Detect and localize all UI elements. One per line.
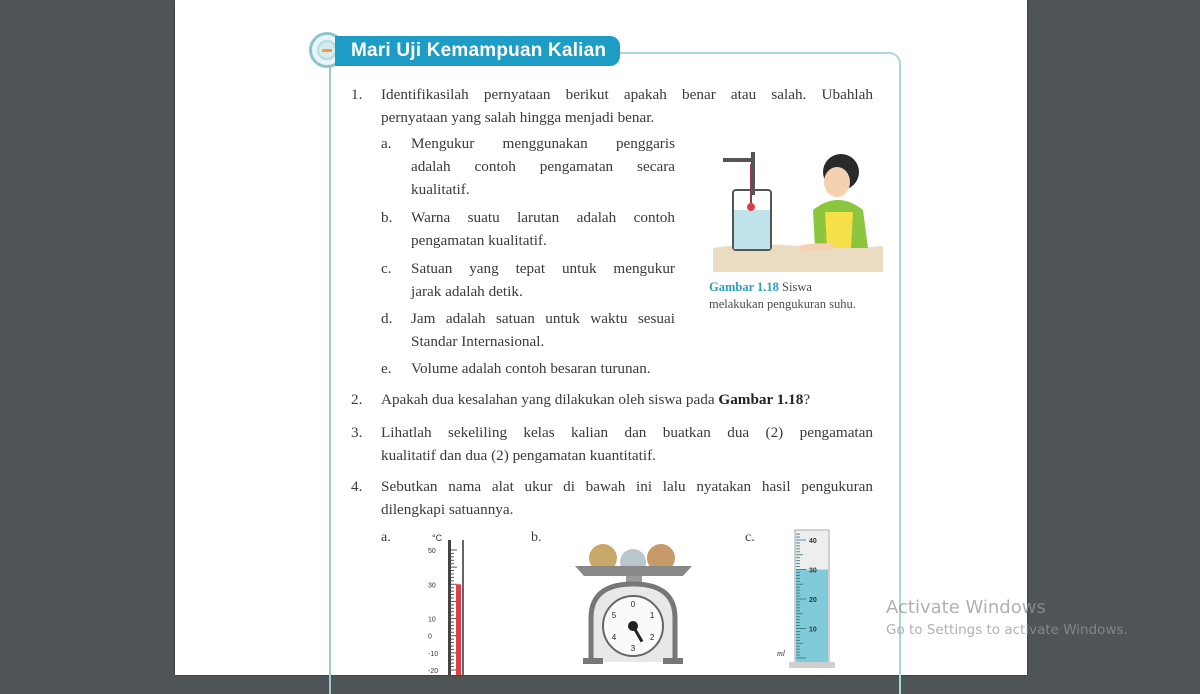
scale-foot-right — [663, 658, 683, 664]
cylinder-tick-label: 20 — [809, 597, 817, 604]
windows-activation-watermark — [886, 596, 1128, 640]
figure-label: Gambar 1.18 — [709, 280, 779, 294]
item-1c-label: c. — [381, 260, 392, 277]
thermometer-tick-label: 10 — [428, 616, 436, 624]
scale-tray — [575, 566, 692, 576]
thermometer-tick-label: -10 — [428, 650, 439, 658]
thermometer-tick-labels — [428, 548, 438, 675]
question-3-line2: kualitatif dan dua (2) pengamatan kuantitatif. — [381, 447, 656, 464]
question-1-number: 1. — [351, 86, 363, 103]
question-4-number: 4. — [351, 478, 363, 495]
thermometer-mercury — [456, 584, 461, 675]
figure-caption-rest: Siswa — [778, 280, 812, 294]
question-2-suffix: ? — [803, 391, 811, 408]
dial-number: 3 — [630, 644, 636, 653]
cylinder-tick-label: 10 — [809, 626, 817, 634]
option-c-label: c. — [745, 530, 755, 545]
thermometer-tick-label: 50 — [428, 548, 436, 555]
question-4-line1: Sebutkan nama alat ukur di bawah ini lalu nyatakan hasil pengukuran — [381, 478, 873, 495]
item-1a-line3: kualitatif. — [411, 181, 470, 198]
item-1b-line2: pengamatan kualitatif. — [411, 232, 547, 249]
scale-foot-left — [583, 658, 603, 664]
thermometer-unit-label: °C — [432, 533, 443, 543]
question-1-line1: Identifikasilah pernyataan berikut apakah benar atau salah. Ubahlah — [381, 86, 873, 103]
question-1-line2: pernyataan yang salah hingga menjadi benar. — [381, 109, 655, 126]
cylinder-tick-label: 40 — [809, 538, 817, 545]
thermometer-tube-edge — [462, 540, 464, 675]
item-1a-line2: adalah contoh pengamatan secara — [411, 158, 675, 175]
dial-number: 5 — [611, 611, 617, 620]
section-title-text: Mari Uji Kemampuan Kalian — [351, 40, 607, 61]
item-1e-line1: Volume adalah contoh besaran turunan. — [411, 360, 651, 377]
item-1c-line2: jarak adalah detik. — [411, 283, 523, 300]
figure-caption-line1 — [709, 279, 812, 296]
figure-caption-line2: melakukan pengukuran suhu. — [709, 297, 856, 311]
section-title — [335, 36, 620, 66]
graduated-cylinder-image — [775, 528, 845, 673]
question-2-body: Apakah dua kesalahan yang dilakukan oleh siswa pada — [381, 391, 719, 408]
document-page — [175, 0, 1027, 675]
question-2-text — [381, 388, 810, 411]
thermometer-scale-bar — [448, 540, 451, 675]
kitchen-scale-image — [571, 540, 696, 670]
item-1d-line2: Standar Internasional. — [411, 333, 545, 350]
dial-number: 1 — [649, 611, 655, 620]
dial-number: 2 — [649, 633, 655, 642]
student-shirt-panel — [825, 212, 853, 248]
dial-number: 0 — [630, 600, 636, 609]
student-face — [824, 167, 850, 197]
dial-number: 4 — [611, 633, 617, 642]
student-hands — [799, 243, 835, 251]
option-b-label: b. — [531, 530, 542, 545]
item-1c-line1: Satuan yang tepat untuk mengukur — [411, 260, 675, 277]
question-2-figure-ref: Gambar 1.18 — [718, 391, 804, 408]
item-1a-label: a. — [381, 135, 392, 152]
cylinder-base — [789, 662, 835, 668]
cylinder-liquid — [796, 567, 828, 664]
watermark-title: Activate Windows — [886, 597, 1046, 618]
watermark-subtitle: Go to Settings to activate Windows. — [886, 622, 1128, 638]
question-3-number: 3. — [351, 424, 363, 441]
thermometer-tick-label: 30 — [428, 582, 436, 590]
item-1e-label: e. — [381, 360, 392, 377]
thermometer-tick-label: -20 — [428, 668, 439, 675]
cylinder-tick-label: 30 — [809, 567, 817, 575]
question-3-line1: Lihatlah sekeliling kelas kalian dan buatkan dua (2) pengamatan — [381, 424, 873, 441]
item-1b-line1: Warna suatu larutan adalah contoh — [411, 209, 675, 226]
figure-student-measuring-temperature — [713, 150, 883, 275]
item-1a-line1: Mengukur menggunakan penggaris — [411, 135, 675, 152]
item-1d-label: d. — [381, 310, 393, 327]
item-1d-line1: Jam adalah satuan untuk waktu sesuai — [411, 310, 675, 327]
cylinder-unit-label: ml — [777, 649, 785, 658]
thermometer-bulb — [747, 203, 755, 211]
item-1b-label: b. — [381, 209, 393, 226]
question-2-number: 2. — [351, 391, 363, 408]
beaker-water — [734, 210, 770, 249]
option-a-label: a. — [381, 530, 391, 545]
question-4-line2: dilengkapi satuannya. — [381, 501, 514, 518]
thermometer-tick-label: 0 — [428, 633, 432, 641]
thermometer-image — [420, 530, 480, 675]
